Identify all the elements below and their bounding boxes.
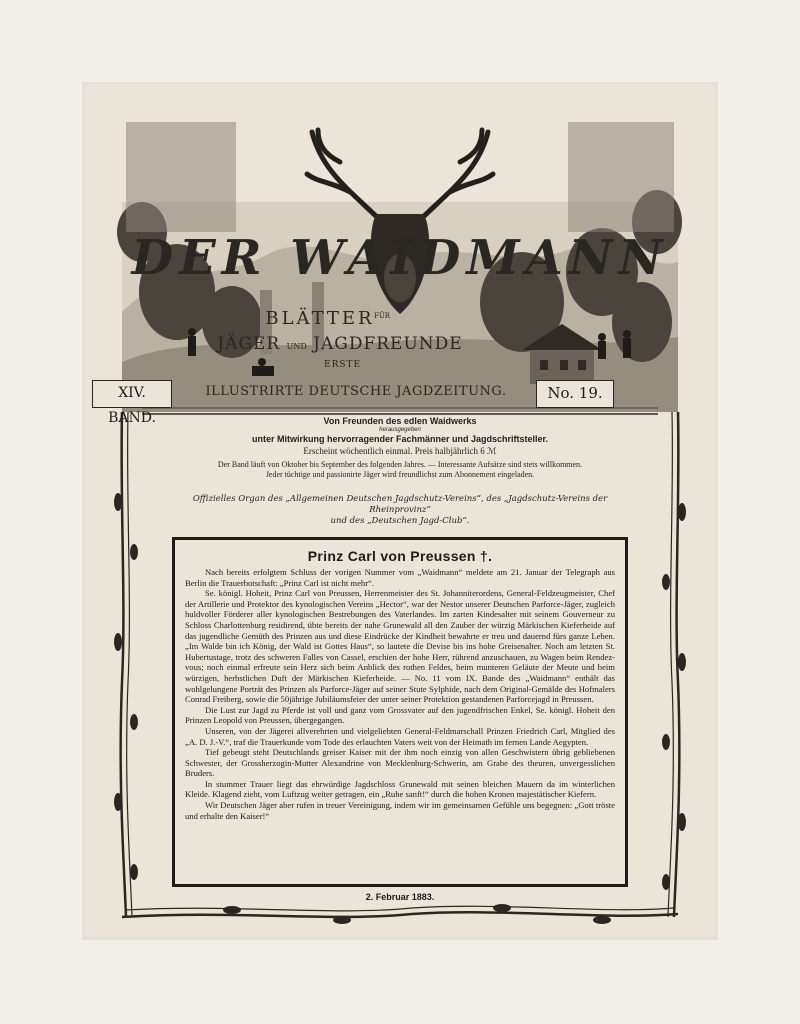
newspaper-name: ILLUSTRIRTE DEUTSCHE JAGDZEITUNG. xyxy=(205,384,507,399)
masthead-subtitle-fuer: FÜR xyxy=(374,312,391,320)
obituary-paragraph: Die Lust zur Jagd zu Pferde ist voll und ganz vom Grossvater auf den jugendfrischen Enkel, Se. königl. Hoheit den Prinzen Leopold von Preussen, übergegangen. xyxy=(185,704,615,726)
publisher-line: Von Freunden des edlen Waidwerks xyxy=(323,416,477,426)
subtitle-jagdfreunde-word: JAGDFREUNDE xyxy=(313,334,463,354)
obituary-paragraph: Se. königl. Hoheit, Prinz Carl von Preussen, Herrenmeister des St. Johanniterordens, General-Feldzeugmeister, Chef der Artillerie und Protektor des kynologischen Vereins „Hector“, war der Nestor unserer Deutschen Parforce-Jäger, zugleich huldvoller Förderer aller kynologischen Bestrebungen des Vaterlandes. Im zarten Kindesalter mit seinem Gouverneur zu Schloss Charlottenburg residirend, übte bereits der nahe Grunewald all den Zauber der würzig Märkischen Kieferheide auf das jugendliche Gemüth des Prinzen aus und diese Eindrücke der Kindheit bewahrte er treu und dauernd fürs ganze Leben. „Im Walde bin ich König, der Wald ist Gottes Haus“, so lautete die Devise bis ins hohe Greisenalter. Noch am letzten St. Hubertustage, trotz des schweren Falles von Cassel, erschien der hohe Herr, rührend anzuschauen, zu Wagen beim Rendez-vous; noch einmal erfreute sein Herz sich beim Anblick des rothen Feldes, beim munteren Geläute der Meute und beim würzigen, herbstlichen Duft der Märkischen Kieferheide. — No. 11 vom IX. Bande des „Waidmann“ enthält das wohlgelungene Porträt des Prinzen als Parforce-Jäger auf seiner Stute Sylphide, nach dem Original-Gemälde des Hofmalers Conrad Freiberg, sowie die 50jährige Jubiläumsfeier der unter seiner Protektion gestandenen Parforcejagd in Preussen. xyxy=(185,588,615,705)
contributors-line: unter Mitwirkung hervorragender Fachmänner und Jagdschriftsteller. xyxy=(251,434,549,444)
obituary-paragraph: Tief gebeugt steht Deutschlands greiser Kaiser mit der ihm noch einzig von allen Geschwistern übrig gebliebenen Schwester, der Grossherzogin-Mutter Alexandrine von Mecklenburg-Schwerin, am Grabe des theuren, unvergesslichen Bruders. xyxy=(185,747,615,779)
obituary-date: 2. Februar 1883. xyxy=(365,892,435,902)
obituary-paragraph: Unseren, von der Jägerei allverehrten und vielgeliebten General-Feldmarschall Prinzen Friedrich Carl, Mitglied des „A. D. J.-V.“, traf die Trauerkunde vom Tode des erlauchten Vaters weit von der Heimath im fernen Lande Aegypten. xyxy=(185,725,615,747)
obituary-paragraph: In stummer Trauer liegt das ehrwürdige Jagdschloss Grunewald mit seinen bleichen Mauern da im winterlichen Kleide. Klagend zieht, vom Luftzug weiter getragen, ein „Ruhe sanft!“ durch die hohen Kronen majestätischer Kiefern. xyxy=(185,778,615,800)
official-line-1: Offizielles Organ des „Allgemeinen Deutschen Jagdschutz-Vereins“, des „Jagdschutz-Vereins der Rheinprovinz“ xyxy=(192,494,608,515)
masthead-subtitle-erste: ERSTE xyxy=(324,360,362,370)
edited-line: herausgegeben xyxy=(379,427,421,433)
frequency-line: Erscheint wöchentlich einmal. Preis halbjährlich 6 ℳ xyxy=(303,446,497,456)
obituary-box xyxy=(172,537,628,887)
subscription-line: Jeder tüchtige und passionirte Jäger wird freundlichst zum Abonnement eingeladen. xyxy=(265,470,535,479)
masthead-subtitle-blatter: BLÄTTER xyxy=(265,308,375,329)
masthead-title: DER WAIDMANN xyxy=(131,230,669,286)
official-line-2: und des „Deutschen Jagd-Club“. xyxy=(330,516,470,526)
official-organ-note xyxy=(170,494,630,527)
obituary-paragraph: Wir Deutschen Jäger aber rufen in treuer Vereinigung, indem wir im gemeinsamen Gefühle uns begegnen: „Gott tröste und erhalte den Kaiser!“ xyxy=(185,800,615,821)
volume-info-line: Der Band läuft von Oktober bis September des folgenden Jahres. — Interessante Aufsätze sind stets willkommen. xyxy=(217,460,583,469)
publication-info xyxy=(190,416,610,479)
issue-number: No. 19. xyxy=(536,380,614,408)
volume-label: XIV. BAND. xyxy=(92,380,172,408)
obituary-paragraph: Nach bereits erfolgtem Schluss der vorigen Nummer vom „Waidmann“ meldete am 21. Januar der Telegraph aus Berlin die Trauerbotschaft: „Prinz Carl ist nicht mehr“. xyxy=(185,567,615,588)
obituary-title: Prinz Carl von Preussen †. xyxy=(307,548,493,564)
subtitle-jaeger-word: JÄGER xyxy=(217,334,281,354)
masthead-subtitle-jaeger xyxy=(190,334,490,354)
subtitle-und-word: UND xyxy=(286,342,307,351)
